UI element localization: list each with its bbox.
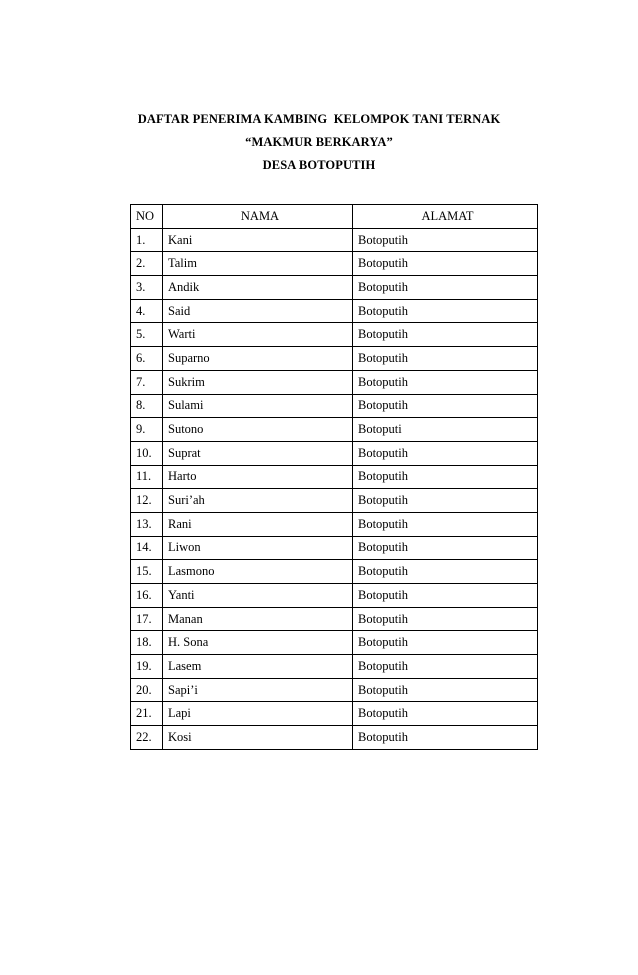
recipient-name: H. Sona [163, 631, 353, 655]
header-nama: NAMA [163, 205, 353, 229]
table-row [131, 299, 538, 323]
row-number: 20. [131, 678, 163, 702]
document-title: DAFTAR PENERIMA KAMBING KELOMPOK TANI TERNAK [137, 112, 501, 126]
row-number: 12. [131, 489, 163, 513]
row-number: 5. [131, 323, 163, 347]
table-row [131, 228, 538, 252]
recipient-name: Sukrim [163, 370, 353, 394]
row-number: 15. [131, 560, 163, 584]
row-number: 11. [131, 465, 163, 489]
recipient-address: Botoputih [353, 323, 538, 347]
recipient-name: Lasem [163, 655, 353, 679]
table-row [131, 702, 538, 726]
recipient-address: Botoputih [353, 512, 538, 536]
table-row [131, 465, 538, 489]
row-number: 1. [131, 228, 163, 252]
recipient-address: Botoputih [353, 536, 538, 560]
table-row [131, 560, 538, 584]
recipient-name: Sapi’i [163, 678, 353, 702]
recipient-name: Talim [163, 252, 353, 276]
row-number: 13. [131, 512, 163, 536]
village-name: DESA BOTOPUTIH [262, 158, 376, 172]
recipient-name: Said [163, 299, 353, 323]
table-row [131, 655, 538, 679]
recipient-name: Suprat [163, 441, 353, 465]
table-header-row [131, 205, 538, 229]
recipient-name: Andik [163, 276, 353, 300]
table-row [131, 631, 538, 655]
table-row [131, 394, 538, 418]
recipient-name: Rani [163, 512, 353, 536]
recipient-address: Botoputih [353, 584, 538, 608]
recipient-address: Botoputih [353, 252, 538, 276]
recipient-name: Sulami [163, 394, 353, 418]
recipient-address: Botoputih [353, 465, 538, 489]
recipient-name: Liwon [163, 536, 353, 560]
row-number: 4. [131, 299, 163, 323]
recipient-address: Botoputih [353, 678, 538, 702]
recipient-address: Botoputih [353, 726, 538, 750]
table-row [131, 678, 538, 702]
row-number: 10. [131, 441, 163, 465]
row-number: 21. [131, 702, 163, 726]
row-number: 14. [131, 536, 163, 560]
row-number: 17. [131, 607, 163, 631]
recipient-address: Botoputih [353, 702, 538, 726]
row-number: 16. [131, 584, 163, 608]
recipient-address: Botoputih [353, 347, 538, 371]
table-row [131, 347, 538, 371]
recipient-address: Botoputih [353, 394, 538, 418]
row-number: 18. [131, 631, 163, 655]
recipient-address: Botoputih [353, 655, 538, 679]
table-row [131, 441, 538, 465]
row-number: 6. [131, 347, 163, 371]
row-number: 19. [131, 655, 163, 679]
table-row [131, 252, 538, 276]
recipient-name: Yanti [163, 584, 353, 608]
table-row [131, 607, 538, 631]
table-row [131, 512, 538, 536]
header-alamat: ALAMAT [353, 205, 538, 229]
recipient-name: Warti [163, 323, 353, 347]
recipient-name: Kani [163, 228, 353, 252]
recipient-name: Sutono [163, 418, 353, 442]
table-row [131, 726, 538, 750]
row-number: 7. [131, 370, 163, 394]
row-number: 2. [131, 252, 163, 276]
recipient-address: Botoputih [353, 631, 538, 655]
recipient-name: Suri’ah [163, 489, 353, 513]
table-row [131, 489, 538, 513]
recipients-table [130, 204, 538, 750]
recipient-name: Harto [163, 465, 353, 489]
row-number: 8. [131, 394, 163, 418]
recipient-address: Botoputih [353, 276, 538, 300]
recipient-name: Lapi [163, 702, 353, 726]
recipient-address: Botoputi [353, 418, 538, 442]
recipient-name: Kosi [163, 726, 353, 750]
recipient-name: Manan [163, 607, 353, 631]
table-row [131, 418, 538, 442]
recipient-address: Botoputih [353, 607, 538, 631]
recipient-name: Lasmono [163, 560, 353, 584]
table-row [131, 323, 538, 347]
row-number: 3. [131, 276, 163, 300]
row-number: 9. [131, 418, 163, 442]
recipient-address: Botoputih [353, 370, 538, 394]
row-number: 22. [131, 726, 163, 750]
table-body [131, 228, 538, 749]
table-row [131, 536, 538, 560]
table-row [131, 370, 538, 394]
recipient-address: Botoputih [353, 228, 538, 252]
recipient-name: Suparno [163, 347, 353, 371]
table-row [131, 276, 538, 300]
recipient-address: Botoputih [353, 489, 538, 513]
header-no: NO [131, 205, 163, 229]
recipient-address: Botoputih [353, 560, 538, 584]
recipient-address: Botoputih [353, 441, 538, 465]
table-row [131, 584, 538, 608]
group-name: “MAKMUR BERKARYA” [245, 135, 393, 149]
recipient-address: Botoputih [353, 299, 538, 323]
